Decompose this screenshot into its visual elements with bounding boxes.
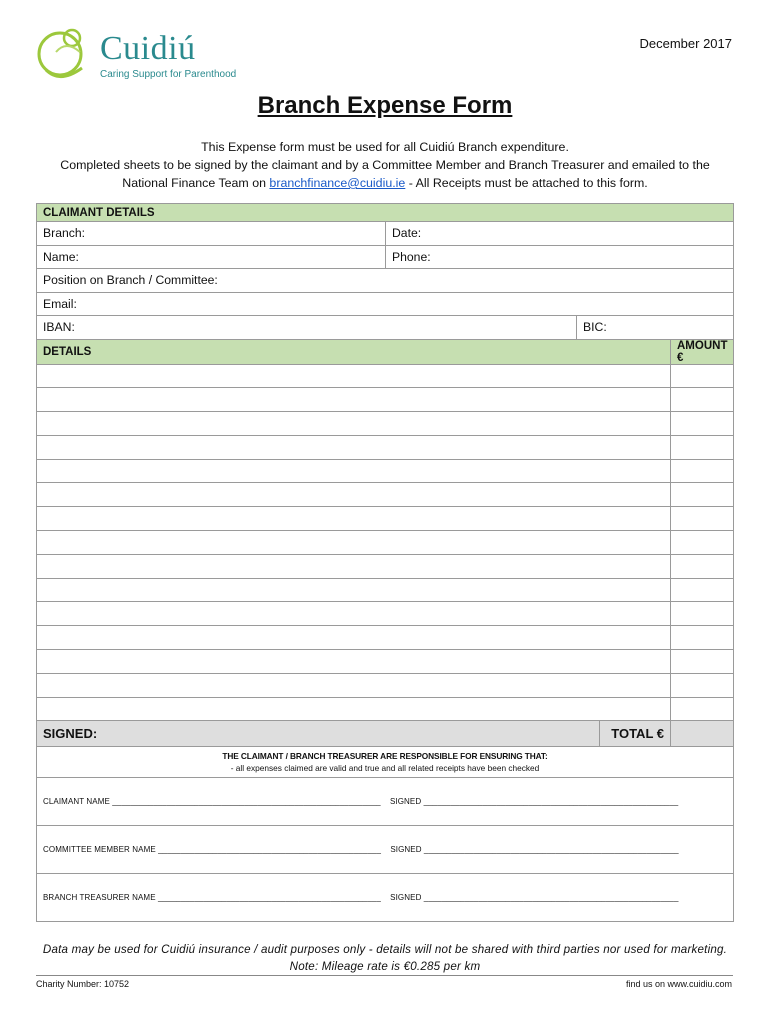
detail-description-cell[interactable] [37,459,671,483]
intro-text [30,138,740,192]
detail-amount-cell[interactable] [671,364,734,388]
detail-amount-cell[interactable] [671,507,734,531]
charity-number: Charity Number: 10752 [36,979,130,989]
position-field[interactable]: Position on Branch / Committee: [37,269,734,293]
page-title: Branch Expense Form [257,92,513,119]
detail-row [37,364,734,388]
date-field[interactable]: Date: [386,222,734,246]
detail-row [37,483,734,507]
responsibility-heading: THE CLAIMANT / BRANCH TREASURER ARE RESPONSIBLE FOR ENSURING THAT: [222,751,548,762]
detail-description-cell[interactable] [37,364,671,388]
detail-row [37,697,734,721]
website-link[interactable]: find us on www.cuidiu.com [625,979,732,989]
footer-divider [36,975,733,976]
responsibility-line: - all expenses claimed are valid and true and all related receipts have been checked [230,763,540,774]
detail-row [37,626,734,650]
detail-amount-cell[interactable] [671,388,734,412]
detail-description-cell[interactable] [37,483,671,507]
committee-signed-line[interactable]: SIGNED ________________________________________________________ [390,845,679,855]
form-date: December 2017 [639,36,732,51]
intro-line-3 [30,174,740,192]
detail-row [37,507,734,531]
responsibility-note [37,747,734,778]
detail-description-cell[interactable] [37,697,671,721]
claimant-signed-line[interactable]: SIGNED ________________________________________________________ [389,797,679,807]
signed-label: SIGNED: [37,721,600,747]
committee-name-line[interactable]: COMMITTEE MEMBER NAME _________________________________________________ [43,845,382,855]
committee-signature-block [37,826,734,874]
detail-row [37,602,734,626]
detail-amount-cell[interactable] [671,602,734,626]
details-heading: DETAILS [37,339,671,364]
detail-row [37,578,734,602]
email-field[interactable]: Email: [37,292,734,316]
detail-row [37,459,734,483]
detail-amount-cell[interactable] [671,697,734,721]
detail-description-cell[interactable] [37,554,671,578]
claimant-details-heading: CLAIMANT DETAILS [37,204,734,222]
detail-row [37,435,734,459]
detail-description-cell[interactable] [37,578,671,602]
intro-line-2: Completed sheets to be signed by the claimant and by a Committee Member and Branch Treasurer and emailed to the [60,158,710,172]
data-usage-note [30,941,740,975]
intro-line-1: This Expense form must be used for all Cuidiú Branch expenditure. [201,140,569,154]
detail-row [37,650,734,674]
branch-field[interactable]: Branch: [37,222,386,246]
brand-name: Cuidiú [100,30,196,67]
detail-row [37,673,734,697]
data-usage-line: Data may be used for Cuidiú insurance / audit purposes only - details will not be shared with third parties nor used for marketing. [42,943,728,956]
detail-amount-cell[interactable] [671,459,734,483]
detail-description-cell[interactable] [37,507,671,531]
treasurer-signature-block [37,874,734,922]
amount-heading: AMOUNT € [671,339,734,364]
claimant-signature-block [37,778,734,826]
detail-amount-cell[interactable] [671,650,734,674]
detail-description-cell[interactable] [37,626,671,650]
detail-row [37,531,734,555]
detail-amount-cell[interactable] [671,626,734,650]
detail-row [37,388,734,412]
intro-line-3-start: National Finance Team on [122,176,270,190]
treasurer-name-line[interactable]: BRANCH TREASURER NAME _________________________________________________ [43,893,381,903]
detail-amount-cell[interactable] [671,578,734,602]
detail-description-cell[interactable] [37,650,671,674]
detail-amount-cell[interactable] [671,531,734,555]
iban-field[interactable]: IBAN: [37,316,577,340]
detail-description-cell[interactable] [37,531,671,555]
detail-row [37,412,734,436]
bic-field[interactable]: BIC: [577,316,734,340]
detail-description-cell[interactable] [37,388,671,412]
detail-description-cell[interactable] [37,673,671,697]
finance-email-link[interactable]: branchfinance@cuidiu.ie [269,176,406,190]
detail-amount-cell[interactable] [671,673,734,697]
detail-amount-cell[interactable] [671,412,734,436]
intro-line-3-end: - All Receipts must be attached to this form. [405,176,648,190]
detail-description-cell[interactable] [37,602,671,626]
claimant-name-line[interactable]: CLAIMANT NAME ___________________________________________________________ [43,797,381,807]
detail-description-cell[interactable] [37,412,671,436]
name-field[interactable]: Name: [37,245,386,269]
detail-amount-cell[interactable] [671,483,734,507]
total-amount-cell[interactable] [671,721,734,747]
detail-amount-cell[interactable] [671,554,734,578]
treasurer-signed-line[interactable]: SIGNED ________________________________________________________ [390,893,679,903]
total-label: TOTAL € [600,721,671,747]
detail-description-cell[interactable] [37,435,671,459]
brand-tagline: Caring Support for Parenthood [100,69,237,80]
mileage-note: Note: Mileage rate is €0.285 per km [289,960,481,973]
expense-form-table [36,203,734,922]
detail-row [37,554,734,578]
detail-amount-cell[interactable] [671,435,734,459]
phone-field[interactable]: Phone: [386,245,734,269]
